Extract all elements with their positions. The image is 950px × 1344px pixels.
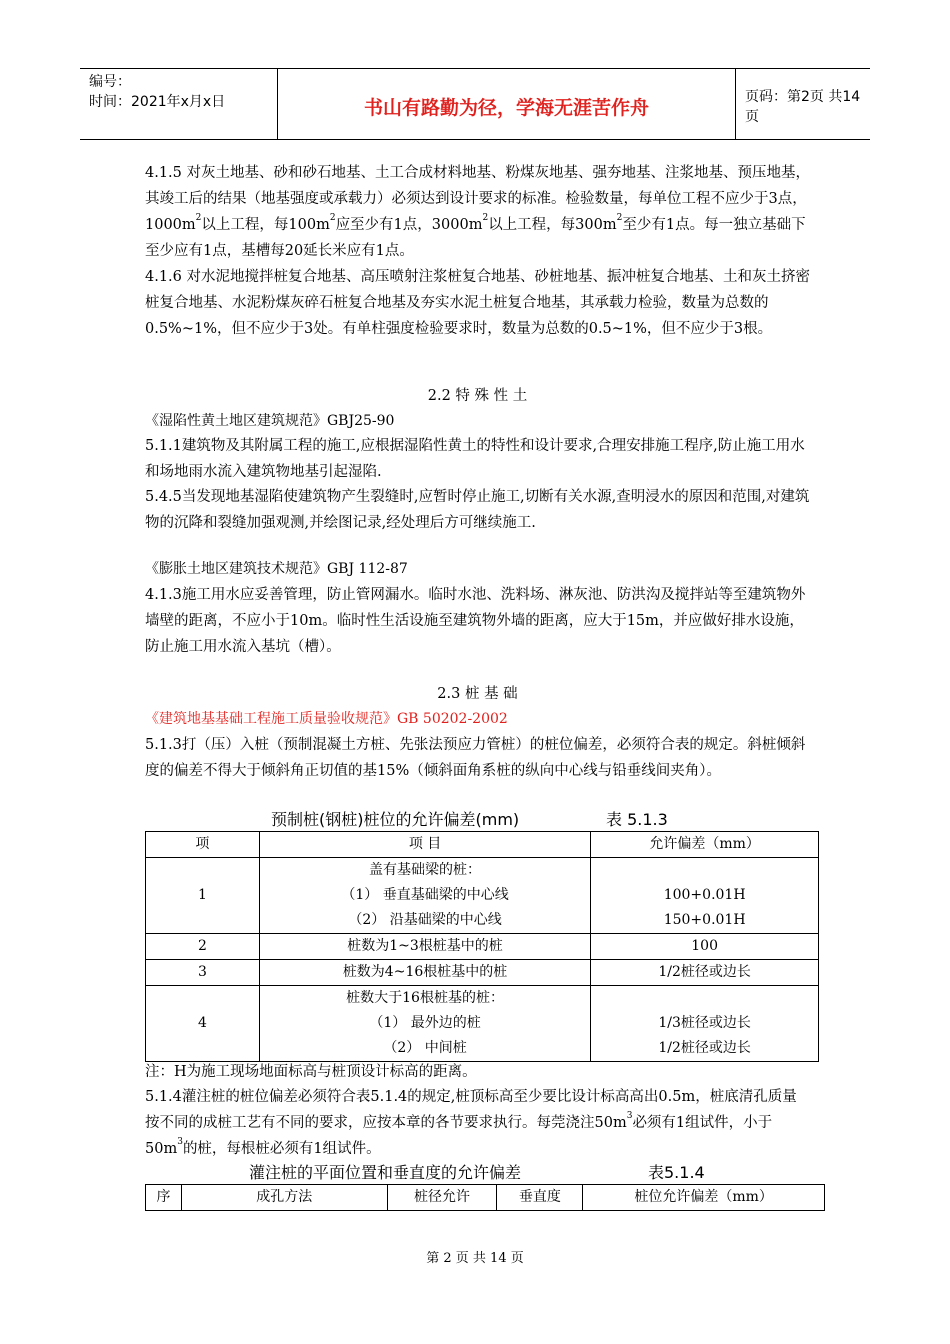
- row-value: 100: [591, 934, 819, 960]
- header-slogan: 书山有路勤为径，学海无涯苦作舟: [278, 69, 736, 139]
- table1-note: 注：H为施工现场地面标高与桩顶设计标高的距离。: [145, 1064, 477, 1080]
- header-cell: 桩位允许偏差（mm）: [583, 1185, 825, 1211]
- table1-caption: 预制桩(钢桩)桩位的允许偏差(mm): [271, 810, 520, 829]
- header-cell: 允许偏差（mm）: [591, 832, 819, 858]
- row-number: 1: [146, 858, 260, 934]
- paragraph-5-1-4: 5.1.4灌注桩的桩位偏差必须符合表5.1.4的规定,桩顶标高至少要比设计标高高出0.5m，桩底清孔质量按不同的成桩工艺有不同的要求，应按本章的各节要求执行。每莞浇注$50m^3$必须有1组试件，小于$50m^3$的桩，每根桩必须有1组试件。: [145, 1089, 797, 1157]
- table-row: [146, 986, 819, 1062]
- row-value: 1/2桩径或边长: [591, 960, 819, 986]
- paragraph-5-1-1: 5.1.1建筑物及其附属工程的施工,应根据湿陷性黄土的特性和设计要求,合理安排施工程序,防止施工用水和场地雨水流入建筑物地基引起湿陷.: [145, 438, 805, 480]
- header-cell: 项 目: [259, 832, 590, 858]
- paragraph-5-1-3: 5.1.3打（压）入桩（预制混凝土方桩、先张法预应力管桩）的桩位偏差，必须符合表的规定。斜桩倾斜度的偏差不得大于倾斜角正切值的基15%（倾斜面角系桩的纵向中心线与铅垂线间夹角）。: [145, 737, 806, 779]
- table-header-row: [146, 1185, 825, 1211]
- header-cell: 项: [146, 832, 260, 858]
- paragraph-4-1-5: 4.1.5 对灰土地基、砂和砂石地基、土工合成材料地基、粉煤灰地基、强夯地基、注浆地基、预压地基，其竣工后的结果（地基强度或承载力）必须达到设计要求的标准。检验数量，每单位工程不应少于3点，$1000m^2$以上工程，每$100m^2$应至少有1点，$3000m^2$以上工程，每$300m^2$至少有1点。每一独立基础下至少应有1点，基槽每20延长米应有1点。: [145, 165, 810, 259]
- section-heading-2-2: 2.2 特 殊 性 土: [427, 388, 528, 404]
- header-number: 编号：: [89, 74, 131, 90]
- table1-number: 表 5.1.3: [606, 810, 668, 829]
- section-heading-2-3: 2.3 桩 基 础: [437, 686, 518, 702]
- paragraph-4-1-3: 4.1.3施工用水应妥善管理，防止管网漏水。临时水池、洗料场、淋灰池、防洪沟及搅拌站等至建筑物外墙壁的距离，不应小于10m。临时性生活设施至建筑物外墙的距离，应大于15m，并应做好排水设施，防止施工用水流入基坑（槽）。: [145, 587, 806, 655]
- row-value: 100+0.01H 150+0.01H: [591, 858, 819, 934]
- table-row: [146, 934, 819, 960]
- row-item: 盖有基础梁的桩： （1） 垂直基础梁的中心线 （2） 沿基础梁的中心线: [259, 858, 590, 934]
- paragraph-4-1-6: 4.1.6 对水泥地搅拌桩复合地基、高压喷射注浆桩复合地基、砂桩地基、振冲桩复合地基、土和灰土挤密桩复合地基、水泥粉煤灰碎石桩复合地基及夯实水泥土桩复合地基，其承载力检验，数量为总数的0.5%~1%，但不应少于3处。有单柱强度检验要求时，数量为总数的0.5~1%，但不应少于3根。: [145, 269, 810, 337]
- table-header-row: [146, 832, 819, 858]
- table-row: [146, 858, 819, 934]
- paragraph-5-4-5: 5.4.5当发现地基湿陷使建筑物产生裂缝时,应暂时停止施工,切断有关水源,查明浸水的原因和范围,对建筑物的沉降和裂缝加强观测,并绘图记录,经处理后方可继续施工.: [145, 489, 810, 531]
- header-cell: 序: [146, 1185, 182, 1211]
- header-cell: 桩径允许: [387, 1185, 497, 1211]
- header-cell: 成孔方法: [181, 1185, 387, 1211]
- table2-number: 表5.1.4: [648, 1163, 705, 1182]
- header-cell: 垂直度: [497, 1185, 583, 1211]
- row-item: 桩数为1~3根桩基中的桩: [259, 934, 590, 960]
- header-page-info: 页码：第2页 共14页: [745, 89, 861, 125]
- header-meta: [80, 69, 278, 139]
- reference-gbj112: 《膨胀土地区建筑技术规范》GBJ 112-87: [145, 561, 408, 577]
- table2-caption: 灌注桩的平面位置和垂直度的允许偏差: [249, 1163, 522, 1182]
- row-number: 2: [146, 934, 260, 960]
- reference-gbj25: 《湿陷性黄土地区建筑规范》GBJ25-90: [145, 413, 395, 429]
- row-value: 1/3桩径或边长 1/2桩径或边长: [591, 986, 819, 1062]
- table-row: [146, 960, 819, 986]
- header-date: 时间：2021年x月x日: [89, 94, 226, 110]
- page-header: [80, 68, 870, 140]
- row-number: 4: [146, 986, 260, 1062]
- row-item: 桩数为4~16根桩基中的桩: [259, 960, 590, 986]
- table-5-1-4: [145, 1184, 825, 1211]
- reference-gb50202: 《建筑地基基础工程施工质量验收规范》GB 50202-2002: [145, 711, 508, 727]
- row-number: 3: [146, 960, 260, 986]
- page-footer: 第 2 页 共 14 页: [426, 1251, 524, 1266]
- row-item: 桩数大于16根桩基的桩： （1） 最外边的桩 （2） 中间桩: [259, 986, 590, 1062]
- table-5-1-3: [145, 831, 819, 1062]
